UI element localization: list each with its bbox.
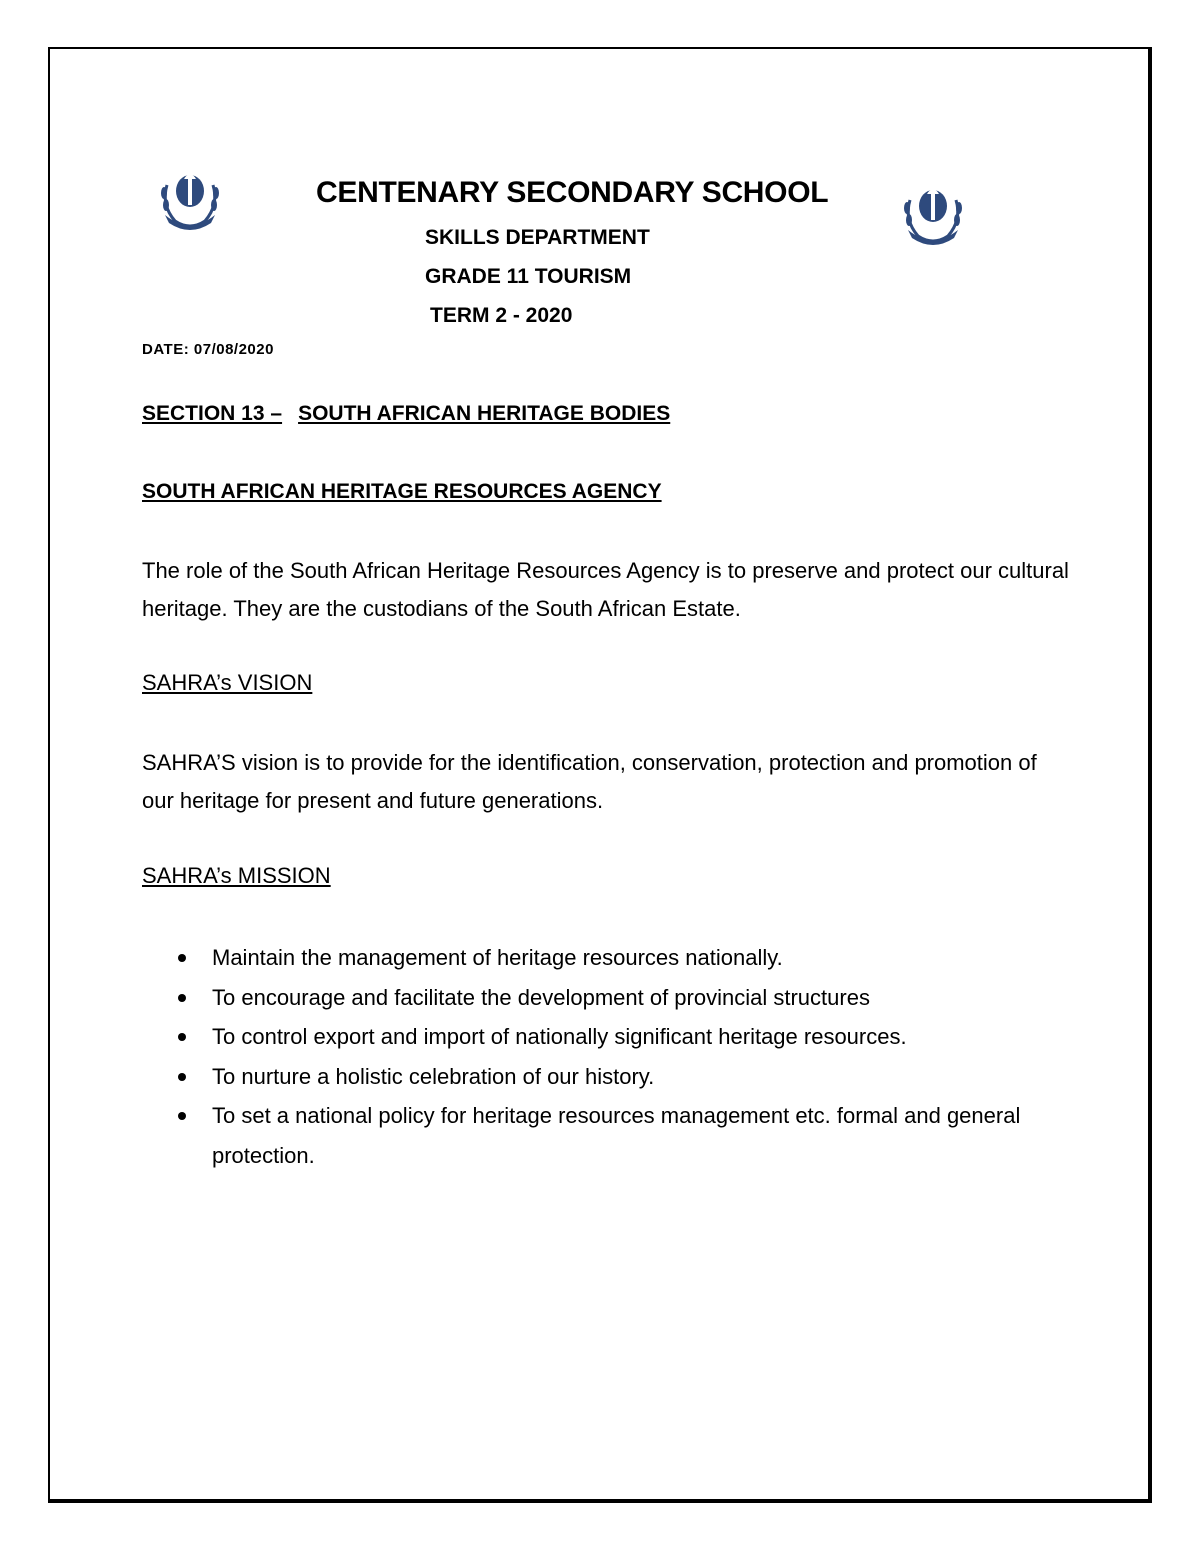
mission-heading: SAHRA’s MISSION: [142, 863, 331, 888]
mission-list: [142, 938, 1072, 1175]
section-heading: [142, 402, 670, 426]
mission-item: To encourage and facilitate the development of provincial structures: [142, 978, 1072, 1018]
grade-label: GRADE 11 TOURISM: [425, 265, 632, 288]
vision-heading: SAHRA’s VISION: [142, 670, 313, 695]
school-crest-right-icon: [898, 180, 968, 250]
school-crest-left-icon: [155, 165, 225, 235]
document-date: DATE: 07/08/2020: [142, 341, 274, 358]
department-label: SKILLS DEPARTMENT: [425, 226, 650, 249]
section-number: SECTION 13 –: [142, 402, 283, 425]
mission-item: To set a national policy for heritage resources management etc. formal and general protection.: [142, 1096, 1072, 1175]
mission-item: To control export and import of nationally significant heritage resources.: [142, 1017, 1072, 1057]
agency-intro-paragraph: The role of the South African Heritage Resources Agency is to preserve and protect our cultural heritage. They are the custodians of the South African Estate.: [142, 558, 1069, 621]
term-label: TERM 2 - 2020: [430, 304, 573, 327]
agency-heading: SOUTH AFRICAN HERITAGE RESOURCES AGENCY: [142, 480, 662, 503]
school-name: CENTENARY SECONDARY SCHOOL: [316, 176, 829, 209]
mission-item: Maintain the management of heritage resources nationally.: [142, 938, 1072, 978]
mission-item: To nurture a holistic celebration of our history.: [142, 1057, 1072, 1097]
vision-paragraph: SAHRA’S vision is to provide for the identification, conservation, protection and promotion of our heritage for present and future generations.: [142, 750, 1037, 813]
section-title: SOUTH AFRICAN HERITAGE BODIES: [298, 402, 671, 425]
